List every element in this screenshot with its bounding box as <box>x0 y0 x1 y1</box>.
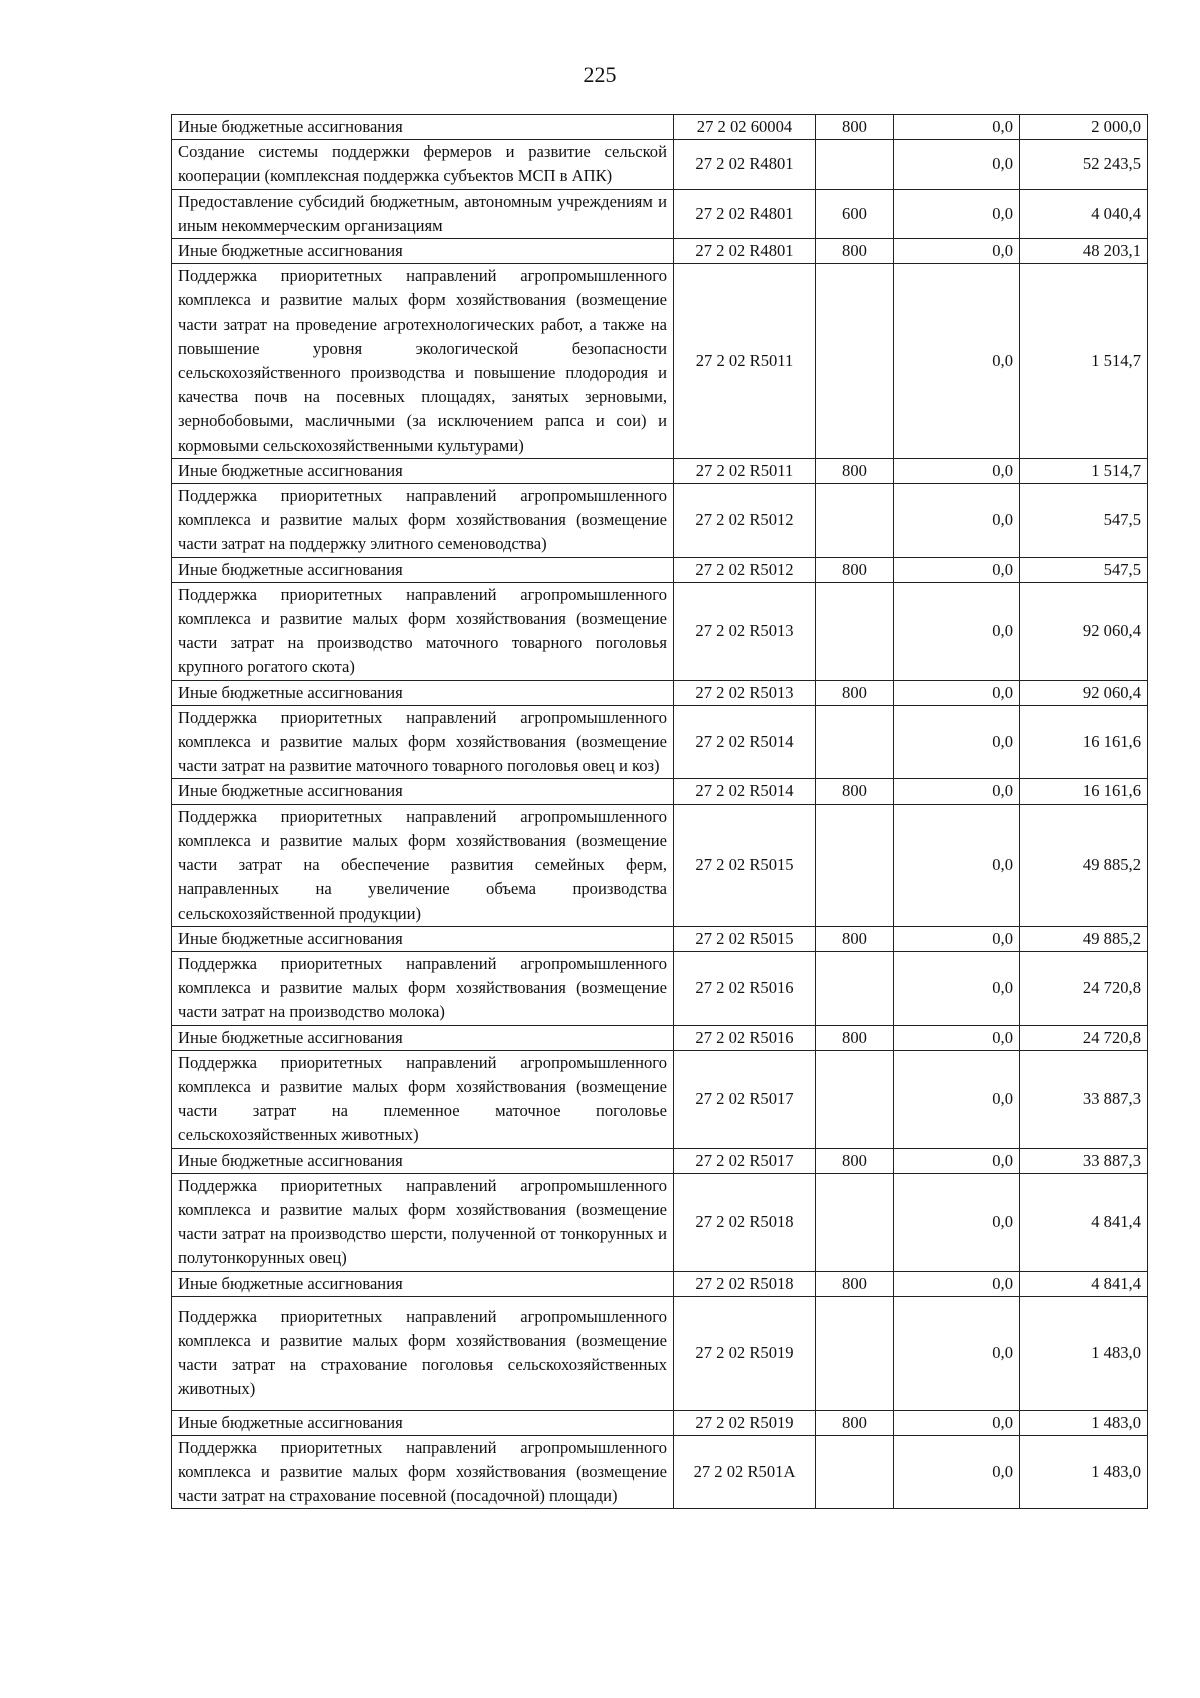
table-row <box>172 1410 1148 1435</box>
row-code: 27 2 02 R5016 <box>674 951 816 1025</box>
row-expense-type: 800 <box>816 1271 894 1296</box>
row-expense-type <box>816 1296 894 1410</box>
row-value-1: 0,0 <box>894 264 1020 459</box>
row-value-1: 0,0 <box>894 484 1020 558</box>
row-name: Иные бюджетные ассигнования <box>172 115 674 140</box>
row-name: Иные бюджетные ассигнования <box>172 239 674 264</box>
table-row <box>172 484 1148 558</box>
row-value-1: 0,0 <box>894 239 1020 264</box>
row-value-1: 0,0 <box>894 804 1020 926</box>
row-value-1: 0,0 <box>894 705 1020 779</box>
row-expense-type <box>816 1173 894 1271</box>
row-code: 27 2 02 R5017 <box>674 1148 816 1173</box>
table-row <box>172 1435 1148 1509</box>
table-row <box>172 189 1148 238</box>
row-expense-type: 800 <box>816 1410 894 1435</box>
row-value-2: 92 060,4 <box>1020 680 1148 705</box>
row-value-1: 0,0 <box>894 115 1020 140</box>
row-value-2: 49 885,2 <box>1020 804 1148 926</box>
row-value-1: 0,0 <box>894 458 1020 483</box>
row-name: Иные бюджетные ассигнования <box>172 458 674 483</box>
table-row <box>172 1296 1148 1410</box>
row-code: 27 2 02 60004 <box>674 115 816 140</box>
row-code: 27 2 02 R5012 <box>674 484 816 558</box>
row-value-2: 33 887,3 <box>1020 1148 1148 1173</box>
row-value-2: 4 841,4 <box>1020 1173 1148 1271</box>
row-value-2: 1 483,0 <box>1020 1435 1148 1509</box>
row-expense-type: 800 <box>816 779 894 804</box>
row-code: 27 2 02 R5014 <box>674 779 816 804</box>
row-name: Поддержка приоритетных направлений агропромышленного комплекса и развитие малых форм хозяйствования (возмещение части затрат на производство молока) <box>172 951 674 1025</box>
row-expense-type <box>816 705 894 779</box>
table-row <box>172 1173 1148 1271</box>
table-row <box>172 1050 1148 1148</box>
row-value-1: 0,0 <box>894 582 1020 680</box>
row-value-2: 4 841,4 <box>1020 1271 1148 1296</box>
row-name: Поддержка приоритетных направлений агропромышленного комплекса и развитие малых форм хозяйствования (возмещение части затрат на племенное маточное поголовье сельскохозяйственных животных) <box>172 1050 674 1148</box>
row-value-1: 0,0 <box>894 926 1020 951</box>
row-name: Иные бюджетные ассигнования <box>172 1148 674 1173</box>
row-expense-type: 600 <box>816 189 894 238</box>
row-code: 27 2 02 R4801 <box>674 239 816 264</box>
row-value-1: 0,0 <box>894 1173 1020 1271</box>
row-value-2: 4 040,4 <box>1020 189 1148 238</box>
row-value-1: 0,0 <box>894 779 1020 804</box>
row-expense-type: 800 <box>816 680 894 705</box>
row-code: 27 2 02 R5017 <box>674 1050 816 1148</box>
row-name: Иные бюджетные ассигнования <box>172 1025 674 1050</box>
row-value-2: 16 161,6 <box>1020 779 1148 804</box>
row-value-1: 0,0 <box>894 189 1020 238</box>
table-row <box>172 1025 1148 1050</box>
row-name: Поддержка приоритетных направлений агропромышленного комплекса и развитие малых форм хозяйствования (возмещение части затрат на производство шерсти, полученной от тонкорунных и полутонкорунных овец) <box>172 1173 674 1271</box>
row-code: 27 2 02 R5014 <box>674 705 816 779</box>
row-expense-type: 800 <box>816 926 894 951</box>
row-value-2: 49 885,2 <box>1020 926 1148 951</box>
row-code: 27 2 02 R5018 <box>674 1271 816 1296</box>
row-expense-type: 800 <box>816 1025 894 1050</box>
row-code: 27 2 02 R501A <box>674 1435 816 1509</box>
table-row <box>172 264 1148 459</box>
row-name: Поддержка приоритетных направлений агропромышленного комплекса и развитие малых форм хозяйствования (возмещение части затрат на обеспечение развития семейных ферм, направленных на увеличение объема производства сельскохозяйственной продукции) <box>172 804 674 926</box>
table-row <box>172 582 1148 680</box>
row-value-2: 92 060,4 <box>1020 582 1148 680</box>
row-name: Иные бюджетные ассигнования <box>172 1271 674 1296</box>
row-name: Поддержка приоритетных направлений агропромышленного комплекса и развитие малых форм хозяйствования (возмещение части затрат на страхование поголовья сельскохозяйственных животных) <box>172 1296 674 1410</box>
row-name: Предоставление субсидий бюджетным, автономным учреждениям и иным некоммерческим организациям <box>172 189 674 238</box>
row-code: 27 2 02 R5015 <box>674 926 816 951</box>
row-expense-type <box>816 1050 894 1148</box>
table-row <box>172 926 1148 951</box>
table-row <box>172 458 1148 483</box>
row-code: 27 2 02 R5011 <box>674 264 816 459</box>
row-value-1: 0,0 <box>894 1148 1020 1173</box>
page-number: 225 <box>583 62 617 87</box>
row-name: Иные бюджетные ассигнования <box>172 680 674 705</box>
row-value-1: 0,0 <box>894 1025 1020 1050</box>
row-value-2: 547,5 <box>1020 484 1148 558</box>
row-name: Поддержка приоритетных направлений агропромышленного комплекса и развитие малых форм хозяйствования (возмещение части затрат на страхование посевной (посадочной) площади) <box>172 1435 674 1509</box>
row-value-2: 2 000,0 <box>1020 115 1148 140</box>
table-row <box>172 557 1148 582</box>
budget-table <box>171 114 1148 1509</box>
row-name: Иные бюджетные ассигнования <box>172 926 674 951</box>
row-code: 27 2 02 R5015 <box>674 804 816 926</box>
row-expense-type: 800 <box>816 239 894 264</box>
table-row <box>172 779 1148 804</box>
row-expense-type: 800 <box>816 1148 894 1173</box>
row-value-2: 24 720,8 <box>1020 1025 1148 1050</box>
row-code: 27 2 02 R5013 <box>674 680 816 705</box>
row-name: Иные бюджетные ассигнования <box>172 557 674 582</box>
row-value-1: 0,0 <box>894 1271 1020 1296</box>
row-name: Иные бюджетные ассигнования <box>172 779 674 804</box>
row-value-1: 0,0 <box>894 951 1020 1025</box>
row-value-1: 0,0 <box>894 557 1020 582</box>
row-expense-type <box>816 1435 894 1509</box>
row-name: Создание системы поддержки фермеров и развитие сельской кооперации (комплексная поддержка субъектов МСП в АПК) <box>172 140 674 189</box>
row-expense-type: 800 <box>816 115 894 140</box>
row-expense-type: 800 <box>816 458 894 483</box>
row-code: 27 2 02 R4801 <box>674 189 816 238</box>
row-expense-type <box>816 582 894 680</box>
row-value-2: 52 243,5 <box>1020 140 1148 189</box>
row-expense-type: 800 <box>816 557 894 582</box>
row-value-2: 16 161,6 <box>1020 705 1148 779</box>
table-row <box>172 951 1148 1025</box>
row-value-2: 1 483,0 <box>1020 1410 1148 1435</box>
row-value-2: 1 483,0 <box>1020 1296 1148 1410</box>
row-expense-type <box>816 140 894 189</box>
row-value-2: 33 887,3 <box>1020 1050 1148 1148</box>
row-value-1: 0,0 <box>894 1410 1020 1435</box>
row-name: Поддержка приоритетных направлений агропромышленного комплекса и развитие малых форм хозяйствования (возмещение части затрат на развитие маточного товарного поголовья овец и коз) <box>172 705 674 779</box>
row-code: 27 2 02 R4801 <box>674 140 816 189</box>
row-value-1: 0,0 <box>894 1050 1020 1148</box>
row-expense-type <box>816 484 894 558</box>
row-value-2: 24 720,8 <box>1020 951 1148 1025</box>
budget-table-body <box>172 115 1148 1509</box>
row-value-1: 0,0 <box>894 1435 1020 1509</box>
row-value-1: 0,0 <box>894 1296 1020 1410</box>
table-row <box>172 1271 1148 1296</box>
row-code: 27 2 02 R5016 <box>674 1025 816 1050</box>
table-row <box>172 115 1148 140</box>
row-name: Поддержка приоритетных направлений агропромышленного комплекса и развитие малых форм хозяйствования (возмещение части затрат на проведение агротехнологических работ, а также на повышение уровня экологической безопасности сельскохозяйственного производства и повышение плодородия и качества почв на посевных площадях, занятых зерновыми, зернобобовыми, масличными (за исключением рапса и сои) и кормовыми сельскохозяйственными культурами) <box>172 264 674 459</box>
row-code: 27 2 02 R5019 <box>674 1410 816 1435</box>
row-code: 27 2 02 R5013 <box>674 582 816 680</box>
row-expense-type <box>816 951 894 1025</box>
row-name: Поддержка приоритетных направлений агропромышленного комплекса и развитие малых форм хозяйствования (возмещение части затрат на поддержку элитного семеноводства) <box>172 484 674 558</box>
table-row <box>172 804 1148 926</box>
row-name: Иные бюджетные ассигнования <box>172 1410 674 1435</box>
table-row <box>172 705 1148 779</box>
row-code: 27 2 02 R5011 <box>674 458 816 483</box>
row-value-2: 48 203,1 <box>1020 239 1148 264</box>
row-code: 27 2 02 R5012 <box>674 557 816 582</box>
table-row <box>172 239 1148 264</box>
table-row <box>172 1148 1148 1173</box>
row-expense-type <box>816 804 894 926</box>
row-expense-type <box>816 264 894 459</box>
row-value-2: 547,5 <box>1020 557 1148 582</box>
row-code: 27 2 02 R5018 <box>674 1173 816 1271</box>
table-row <box>172 140 1148 189</box>
row-name: Поддержка приоритетных направлений агропромышленного комплекса и развитие малых форм хозяйствования (возмещение части затрат на производство маточного товарного поголовья крупного рогатого скота) <box>172 582 674 680</box>
row-code: 27 2 02 R5019 <box>674 1296 816 1410</box>
row-value-1: 0,0 <box>894 680 1020 705</box>
row-value-1: 0,0 <box>894 140 1020 189</box>
table-row <box>172 680 1148 705</box>
row-value-2: 1 514,7 <box>1020 458 1148 483</box>
row-value-2: 1 514,7 <box>1020 264 1148 459</box>
